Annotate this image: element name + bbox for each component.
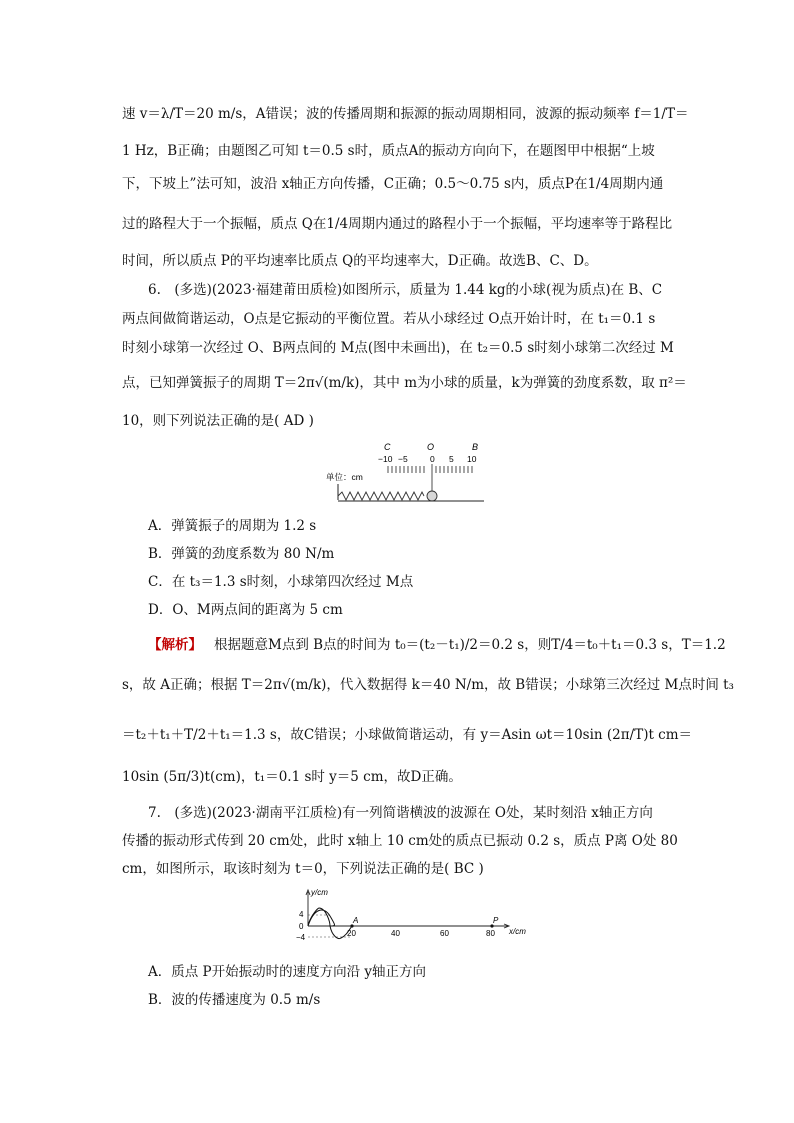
q7-option-b: B．波的传播速度为 0.5 m/s (148, 992, 321, 1008)
q7-stem-line-1: 7. (多选)(2023·湖南平江质检)有一列简谐横波的波源在 O处，某时刻沿 x轴正方向 (148, 805, 653, 821)
spring (338, 492, 424, 500)
q6-option-b: B．弹簧的劲度系数为 80 N/m (148, 546, 335, 562)
point-label-b: B (472, 442, 479, 452)
point-label-c: C (384, 442, 391, 452)
tick-label-5: 5 (449, 454, 454, 464)
q6-option-a: A．弹簧振子的周期为 1.2 s (148, 518, 317, 534)
prev-solution-line-5: 时间，所以质点 P的平均速率比质点 Q的平均速率大，D正确。故选B、C、D。 (122, 253, 598, 269)
y-tick-m4: −4 (296, 933, 306, 942)
spring-oscillator-figure (322, 438, 492, 504)
q6-analysis-line-2: s，故 A正确；根据 T＝2π√(m/k)，代入数据得 k＝40 N/m，故 B错误；小球第三次经过 M点时间 t₃ (122, 677, 734, 693)
wave-graph-figure (296, 886, 536, 948)
analysis-tag: 【解析】 (148, 637, 202, 653)
prev-solution-line-3: 下，下坡上”法可知，波沿 x轴正方向传播，C正确；0.5～0.75 s内，质点P在1/4周期内通 (122, 176, 664, 192)
y-tick-4: 4 (299, 910, 304, 919)
q6-analysis-line-4: 10sin (5π/3)t(cm)，t₁＝0.1 s时 y＝5 cm，故D正确。 (122, 769, 462, 785)
ball (427, 491, 437, 501)
wave-curve (308, 908, 352, 939)
q7-stem-line-2: 传播的振动形式传到 20 cm处，此时 x轴上 10 cm处的质点已振动 0.2 s，质点 P离 O处 80 (122, 833, 678, 849)
q6-stem-line-1: 6. (多选)(2023·福建莆田质检)如图所示，质量为 1.44 kg的小球(视为质点)在 B、C (148, 282, 663, 298)
point-p-label: P (493, 916, 499, 925)
analysis-text-1: 根据题意M点到 B点的时间为 t₀＝(t₂－t₁)/2＝0.2 s，则T/4＝t₀＋t₁＝0.3 s，T＝1.2 (214, 637, 726, 653)
q6-stem-line-5: 10，则下列说法正确的是( AD ) (122, 413, 314, 429)
y-tick-0: 0 (299, 922, 304, 931)
tick-label-m10: −10 (378, 454, 393, 464)
q7-option-a: A．质点 P开始振动时的速度方向沿 y轴正方向 (148, 964, 427, 980)
x-tick-60: 60 (440, 929, 449, 938)
prev-solution-line-2: 1 Hz，B正确；由题图乙可知 t＝0.5 s时，质点A的振动方向向下，在题图甲中根据“上坡 (122, 143, 655, 159)
q6-analysis-line-1 (148, 635, 726, 655)
x-tick-80: 80 (486, 929, 495, 938)
q6-option-d: D．O、M两点间的距离为 5 cm (148, 602, 343, 618)
x-tick-40: 40 (391, 929, 400, 938)
tick-label-m5: −5 (398, 454, 408, 464)
q6-stem-line-2: 两点间做简谐运动，O点是它振动的平衡位置。若从小球经过 O点开始计时，在 t₁＝0.1 s (122, 311, 656, 327)
y-axis-label: y/cm (311, 888, 328, 897)
prev-solution-line-1: 速 v＝λ/T＝20 m/s，A错误；波的传播周期和振源的振动周期相同，波源的振动频率 f＝1/T＝ (122, 106, 689, 122)
q6-analysis-line-3: ＝t₂＋t₁＋T/2＋t₁＝1.3 s，故C错误；小球做简谐运动，有 y＝Asin ωt＝10sin (2π/T)t cm＝ (122, 727, 693, 743)
q7-stem-line-3: cm，如图所示，取该时刻为 t＝0，下列说法正确的是( BC ) (122, 861, 484, 877)
q6-stem-line-3: 时刻小球第一次经过 O、B两点间的 M点(图中未画出)，在 t₂＝0.5 s时刻小球第二次经过 M (122, 340, 674, 356)
tick-label-10: 10 (467, 454, 477, 464)
unit-label: 单位：cm (326, 472, 363, 482)
q6-stem-line-4: 点，已知弹簧振子的周期 T＝2π√(m/k)，其中 m为小球的质量，k为弹簧的劲度系数，取 π²＝ (122, 375, 687, 391)
point-label-o: O (427, 442, 435, 452)
x-axis-label: x/cm (509, 927, 526, 936)
ruler-ticks (388, 464, 472, 494)
q6-option-c: C．在 t₃＝1.3 s时刻，小球第四次经过 M点 (148, 574, 414, 590)
prev-solution-line-4: 过的路程大于一个振幅，质点 Q在1/4周期内通过的路程小于一个振幅，平均速率等于路程比 (122, 216, 673, 232)
tick-label-0: 0 (430, 454, 435, 464)
point-a-label: A (353, 916, 359, 925)
x-tick-20: 20 (347, 929, 356, 938)
